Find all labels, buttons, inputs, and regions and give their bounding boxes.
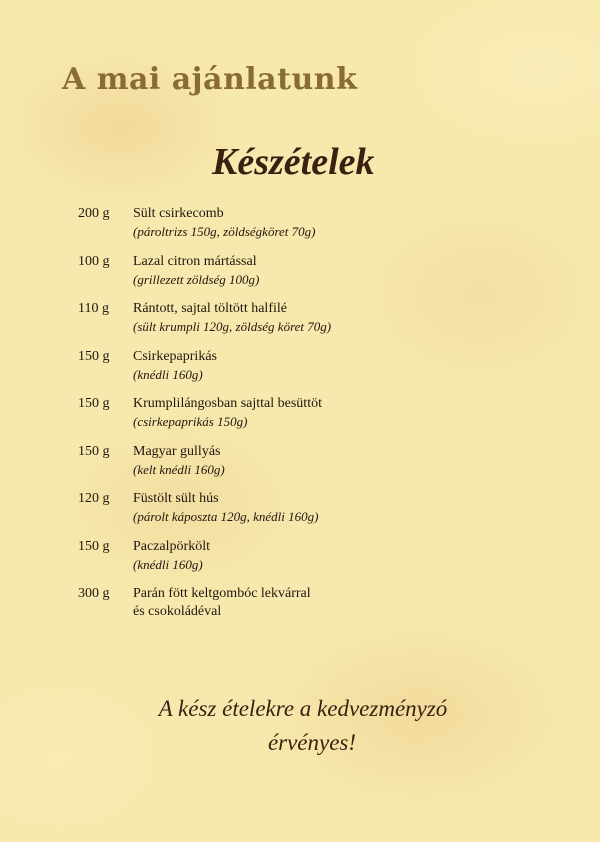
dish-name: Csirkepaprikás (133, 348, 217, 364)
dish-side: (csirkepaprikás 150g) (133, 414, 248, 429)
dish-side: (grillezett zöldség 100g) (133, 271, 260, 287)
menu-item (0, 443, 600, 491)
item-weight: 300 g (78, 586, 110, 601)
menu-item (0, 348, 600, 396)
dish-name: Lazal citron mártással (133, 253, 257, 269)
dish-name: Paczalpörkölt (133, 538, 210, 554)
menu-item (0, 585, 600, 633)
dish-name: Sült csirkecomb (133, 206, 224, 221)
item-text (133, 300, 553, 336)
item-text (133, 395, 553, 431)
dish-side: (kelt knédli 160g) (133, 461, 225, 477)
item-weight: 110 g (78, 301, 109, 316)
item-text (133, 538, 553, 574)
footer-note-line: A kész ételekre a kedvezményzó (158, 696, 448, 721)
menu-item (0, 538, 600, 586)
item-text (133, 443, 553, 479)
item-text (133, 253, 553, 289)
dish-name: Krumplilángosban sajttal besüttöt (133, 396, 322, 411)
item-text (133, 348, 553, 384)
item-weight: 150 g (78, 538, 110, 554)
dish-name: Füstölt sült hús (133, 491, 219, 506)
dish-side: (párolt káposzta 120g, knédli 160g) (133, 509, 319, 524)
page-title: A mai ajánlatunk (62, 62, 358, 97)
menu-item (0, 205, 600, 253)
section-title: Készételek (212, 141, 375, 183)
footer-note-line: érvényes! (267, 730, 357, 755)
dish-name: Rántott, sajtal töltött halfilé (133, 301, 287, 316)
item-text (133, 205, 553, 241)
item-weight: 120 g (78, 491, 110, 506)
dish-name: Parán fött keltgombóc lekvárral (133, 586, 311, 601)
menu-list (0, 205, 600, 633)
item-text (133, 490, 553, 526)
menu-item (0, 490, 600, 538)
item-weight: 200 g (78, 206, 110, 221)
menu-item (0, 395, 600, 443)
item-weight: 100 g (78, 253, 110, 269)
dish-name-continued: és csokoládéval (133, 604, 222, 619)
dish-side: (knédli 160g) (133, 366, 203, 382)
item-weight: 150 g (78, 396, 110, 411)
item-text (133, 585, 553, 621)
menu-item (0, 253, 600, 301)
dish-name: Magyar gullyás (133, 443, 221, 459)
footer-note (0, 692, 600, 760)
item-weight: 150 g (78, 443, 110, 459)
dish-side: (sült krumpli 120g, zöldség köret 70g) (133, 319, 332, 334)
dish-side: (knédli 160g) (133, 556, 203, 572)
dish-side: (pároltrizs 150g, zöldségköret 70g) (133, 224, 316, 239)
menu-item (0, 300, 600, 348)
item-weight: 150 g (78, 348, 110, 364)
